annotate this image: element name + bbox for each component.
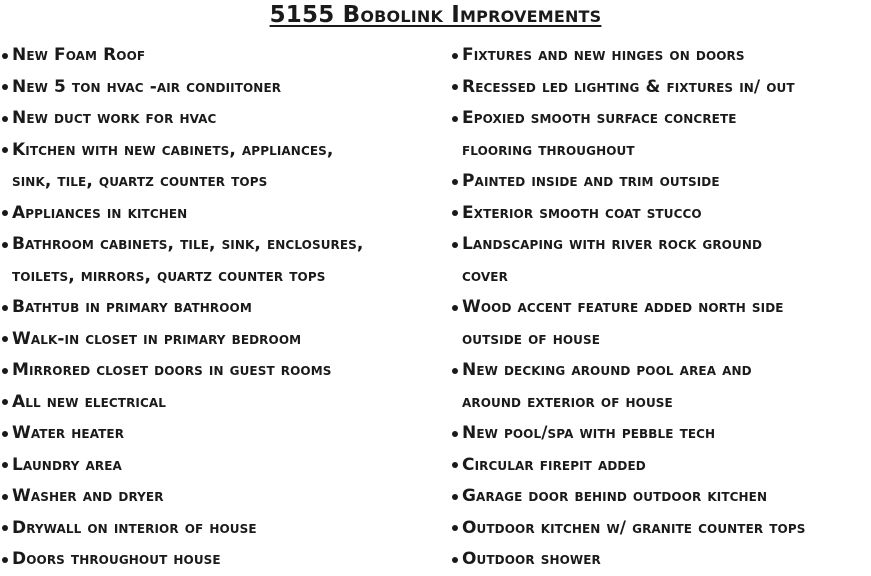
list-item [450, 513, 871, 545]
bullet-icon [452, 431, 458, 437]
list-item-text: Painted inside and trim outside [462, 171, 720, 191]
list-item [0, 355, 440, 387]
list-item [0, 418, 440, 450]
list-item-text: Kitchen with new cabinets, appliances, [12, 139, 334, 160]
list-item-text: Water heater [12, 423, 125, 443]
bullet-icon [2, 210, 8, 216]
list-item [0, 72, 440, 104]
list-item-text: New duct work for hvac [12, 108, 217, 128]
list-item [0, 229, 440, 292]
list-item [450, 355, 871, 418]
list-item-text: Bathtub in primary bathroom [12, 297, 252, 317]
bullet-icon [452, 557, 458, 563]
list-item [0, 324, 440, 356]
list-item [0, 544, 440, 576]
list-item-text: Laundry area [12, 454, 122, 475]
bullet-icon [2, 557, 8, 563]
list-item [450, 103, 871, 166]
bullet-icon [452, 179, 458, 185]
list-item-text: Recessed led lighting & fixtures in/ out [462, 76, 795, 97]
list-item-text: flooring throughout [462, 139, 635, 160]
bullet-icon [2, 462, 8, 468]
list-item-text: Drywall on interior of house [12, 517, 257, 538]
list-item-text: Epoxied smooth surface concrete [462, 108, 737, 128]
improvements-list-left [0, 40, 440, 576]
list-item-text: Doors throughout house [12, 549, 221, 569]
list-item [450, 198, 871, 230]
list-item-text: New decking around pool area and [462, 360, 752, 380]
list-item [450, 544, 871, 576]
list-item-text: toilets, mirrors, quartz counter tops [12, 265, 326, 286]
improvements-list-right [450, 40, 871, 576]
bullet-icon [452, 84, 458, 90]
bullet-icon [2, 53, 8, 59]
bullet-icon [2, 147, 8, 153]
list-item [450, 72, 871, 104]
document-title: 5155 Bobolink Improvements [269, 2, 602, 28]
list-item [0, 450, 440, 482]
bullet-icon [452, 494, 458, 500]
bullet-icon [452, 210, 458, 216]
list-item-text: Outdoor shower [462, 549, 601, 569]
list-item-text: Circular firepit added [462, 454, 646, 475]
list-item-text: New 5 ton hvac -air condiitoner [12, 76, 282, 97]
bullet-icon [452, 368, 458, 374]
list-item [0, 513, 440, 545]
bullet-icon [452, 242, 458, 248]
list-item-text: Washer and dryer [12, 486, 164, 506]
list-item-text: Outdoor kitchen w/ granite counter tops [462, 517, 806, 538]
bullet-icon [452, 116, 458, 122]
list-item-text: New pool/spa with pebble tech [462, 423, 716, 443]
list-item [0, 40, 440, 72]
list-item-text: New Foam Roof [12, 45, 146, 65]
list-item [0, 387, 440, 419]
bullet-icon [2, 84, 8, 90]
list-item-text: Mirrored closet doors in guest rooms [12, 360, 332, 380]
list-item [450, 40, 871, 72]
bullet-icon [452, 462, 458, 468]
list-item [0, 292, 440, 324]
list-item [450, 481, 871, 513]
bullet-icon [452, 525, 458, 531]
list-item-text: cover [462, 265, 508, 286]
list-item-text: Fixtures and new hinges on doors [462, 45, 745, 65]
bullet-icon [2, 242, 8, 248]
bullet-icon [2, 116, 8, 122]
bullet-icon [2, 305, 8, 311]
bullet-icon [2, 336, 8, 342]
list-item-text: Appliances in kitchen [12, 202, 188, 223]
list-item-text: All new electrical [12, 391, 167, 412]
list-item [0, 198, 440, 230]
list-item [450, 418, 871, 450]
list-item-text: Walk-in closet in primary bedroom [12, 328, 302, 349]
bullet-icon [2, 525, 8, 531]
list-item-text: Wood accent feature added north side [462, 297, 784, 317]
bullet-icon [452, 53, 458, 59]
list-item-text: Bathroom cabinets, tile, sink, enclosures, [12, 234, 364, 254]
bullet-icon [2, 494, 8, 500]
list-item [0, 103, 440, 135]
bullet-icon [2, 368, 8, 374]
bullet-icon [2, 399, 8, 405]
list-item [0, 135, 440, 198]
bullet-icon [452, 305, 458, 311]
list-item-text: Garage door behind outdoor kitchen [462, 486, 768, 506]
list-item-text: Exterior smooth coat stucco [462, 202, 702, 223]
list-item [450, 450, 871, 482]
list-item [450, 292, 871, 355]
list-item [0, 481, 440, 513]
list-item-text: outside of house [462, 328, 601, 349]
list-item [450, 166, 871, 198]
list-item-text: sink, tile, quartz counter tops [12, 171, 268, 191]
list-item [450, 229, 871, 292]
bullet-icon [2, 431, 8, 437]
list-item-text: around exterior of house [462, 391, 673, 412]
list-item-text: Landscaping with river rock ground [462, 234, 763, 254]
